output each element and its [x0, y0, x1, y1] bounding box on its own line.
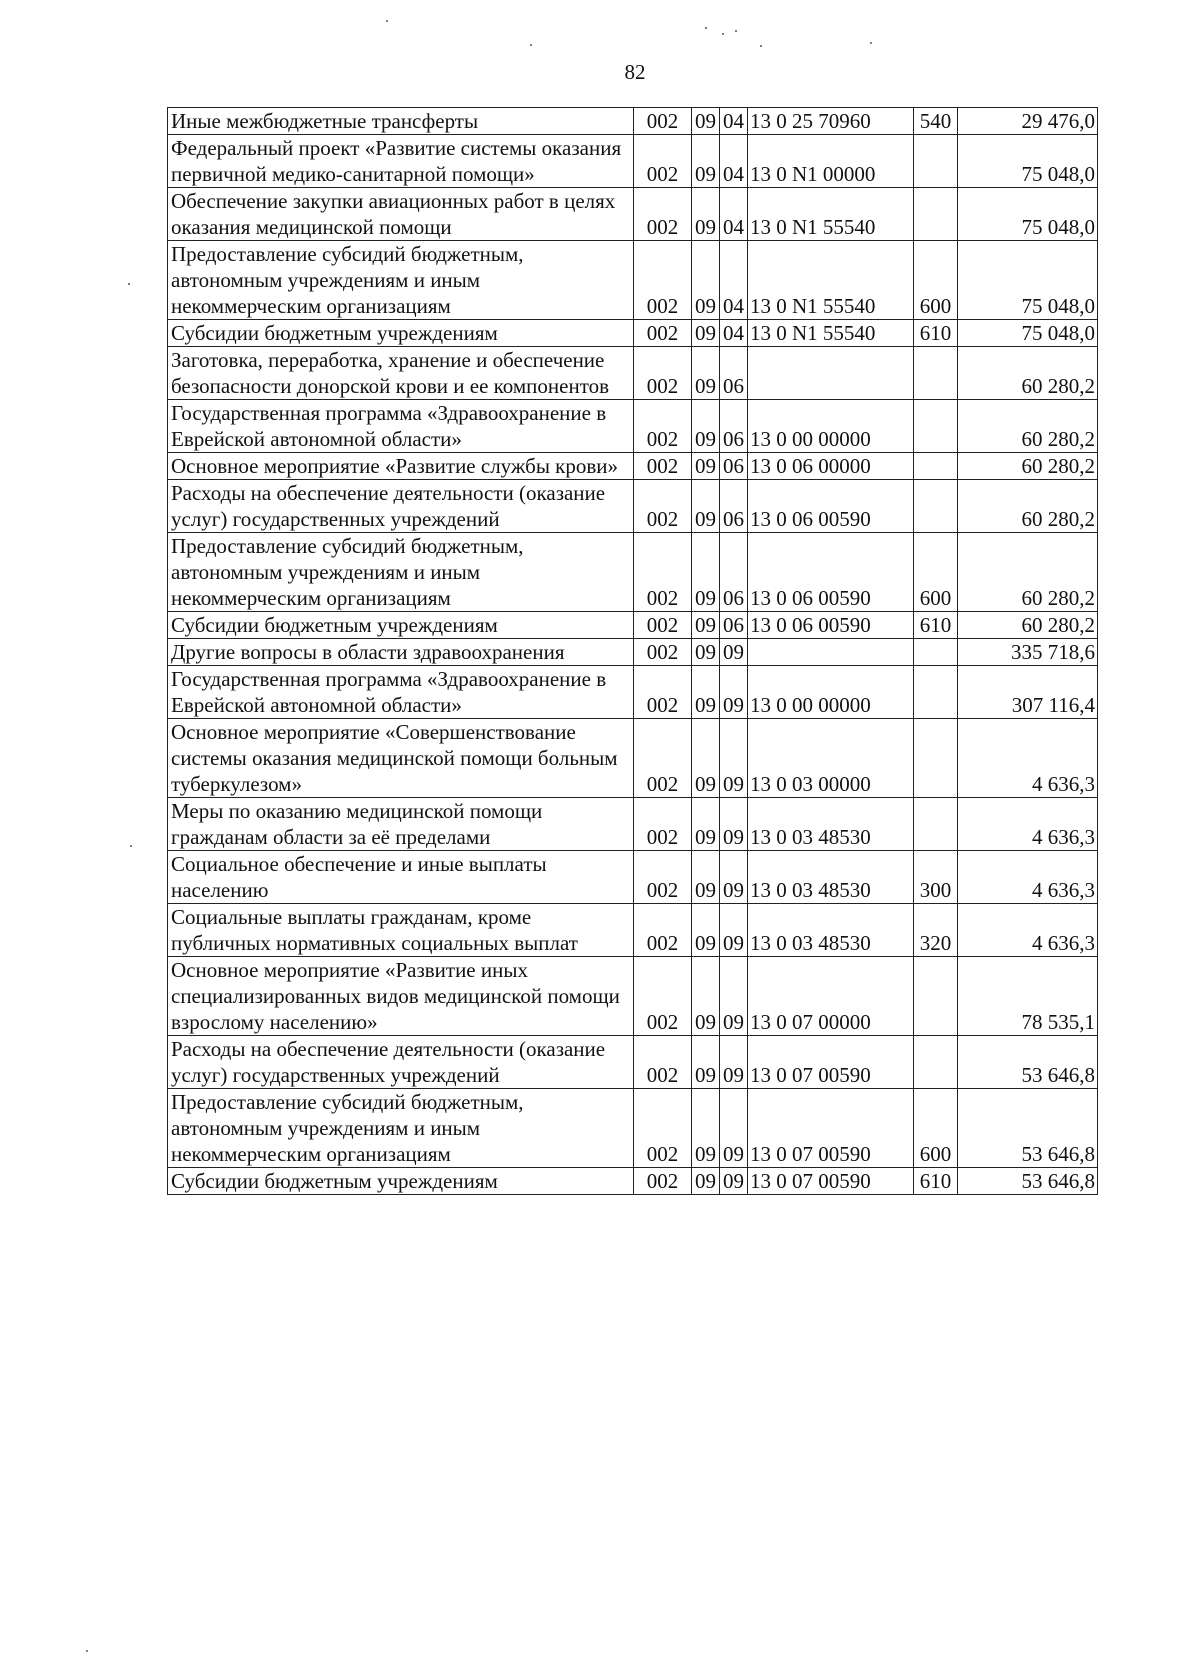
row-name: Заготовка, переработка, хранение и обеспечение безопасности донорской крови и ее компонентов: [168, 347, 634, 400]
row-name: Основное мероприятие «Развитие службы крови»: [168, 453, 634, 480]
row-vr-code: 610: [914, 1168, 958, 1195]
row-pr-code: 09: [720, 957, 748, 1036]
table-row: [168, 400, 1098, 453]
row-vr-code: [914, 480, 958, 533]
row-gr-code: 002: [634, 851, 692, 904]
row-rz-code: 09: [692, 639, 720, 666]
row-csr-code: 13 0 06 00590: [748, 480, 914, 533]
row-gr-code: 002: [634, 1089, 692, 1168]
row-name: Обеспечение закупки авиационных работ в целях оказания медицинской помощи: [168, 188, 634, 241]
row-name: Государственная программа «Здравоохранение в Еврейской автономной области»: [168, 400, 634, 453]
row-pr-code: 06: [720, 533, 748, 612]
row-vr-code: 600: [914, 1089, 958, 1168]
row-pr-code: 04: [720, 188, 748, 241]
row-rz-code: 09: [692, 798, 720, 851]
page-number: 82: [624, 60, 646, 84]
row-vr-code: 610: [914, 320, 958, 347]
row-name: Основное мероприятие «Развитие иных специализированных видов медицинской помощи взрослому населению»: [168, 957, 634, 1036]
row-gr-code: 002: [634, 666, 692, 719]
table-row: [168, 480, 1098, 533]
row-pr-code: 09: [720, 798, 748, 851]
row-name: Субсидии бюджетным учреждениям: [168, 1168, 634, 1195]
row-gr-code: 002: [634, 533, 692, 612]
row-rz-code: 09: [692, 666, 720, 719]
row-name: Социальные выплаты гражданам, кроме публичных нормативных социальных выплат: [168, 904, 634, 957]
row-csr-code: 13 0 03 48530: [748, 798, 914, 851]
row-vr-code: [914, 400, 958, 453]
row-amount: 53 646,8: [958, 1168, 1098, 1195]
row-name: Субсидии бюджетным учреждениям: [168, 612, 634, 639]
table-row: [168, 851, 1098, 904]
row-vr-code: 540: [914, 108, 958, 135]
row-gr-code: 002: [634, 347, 692, 400]
row-pr-code: 04: [720, 241, 748, 320]
row-vr-code: 320: [914, 904, 958, 957]
row-rz-code: 09: [692, 480, 720, 533]
row-amount: 60 280,2: [958, 347, 1098, 400]
row-rz-code: 09: [692, 320, 720, 347]
row-csr-code: 13 0 N1 00000: [748, 135, 914, 188]
table-row: [168, 241, 1098, 320]
scan-speck: [128, 283, 130, 285]
row-csr-code: 13 0 07 00590: [748, 1089, 914, 1168]
row-csr-code: 13 0 00 00000: [748, 400, 914, 453]
row-pr-code: 09: [720, 639, 748, 666]
row-name: Субсидии бюджетным учреждениям: [168, 320, 634, 347]
row-csr-code: 13 0 00 00000: [748, 666, 914, 719]
row-name: Федеральный проект «Развитие системы оказания первичной медико-санитарной помощи»: [168, 135, 634, 188]
row-rz-code: 09: [692, 400, 720, 453]
table-row: [168, 719, 1098, 798]
row-pr-code: 06: [720, 480, 748, 533]
row-gr-code: 002: [634, 453, 692, 480]
row-name: Социальное обеспечение и иные выплаты населению: [168, 851, 634, 904]
row-pr-code: 04: [720, 320, 748, 347]
table-row: [168, 1089, 1098, 1168]
table-row: [168, 639, 1098, 666]
row-amount: 53 646,8: [958, 1089, 1098, 1168]
row-amount: 60 280,2: [958, 480, 1098, 533]
row-pr-code: 09: [720, 1036, 748, 1089]
row-csr-code: 13 0 25 70960: [748, 108, 914, 135]
row-name: Предоставление субсидий бюджетным, автономным учреждениям и иным некоммерческим организациям: [168, 533, 634, 612]
row-amount: 78 535,1: [958, 957, 1098, 1036]
row-gr-code: 002: [634, 135, 692, 188]
row-name: Основное мероприятие «Совершенствование системы оказания медицинской помощи больным туберкулезом»: [168, 719, 634, 798]
row-gr-code: 002: [634, 719, 692, 798]
row-vr-code: 300: [914, 851, 958, 904]
row-amount: 60 280,2: [958, 612, 1098, 639]
row-gr-code: 002: [634, 957, 692, 1036]
row-amount: 4 636,3: [958, 798, 1098, 851]
row-rz-code: 09: [692, 612, 720, 639]
row-amount: 60 280,2: [958, 400, 1098, 453]
row-amount: 4 636,3: [958, 904, 1098, 957]
table-row: [168, 798, 1098, 851]
row-csr-code: [748, 347, 914, 400]
row-csr-code: 13 0 07 00590: [748, 1168, 914, 1195]
row-csr-code: [748, 639, 914, 666]
row-name: Предоставление субсидий бюджетным, автономным учреждениям и иным некоммерческим организациям: [168, 1089, 634, 1168]
row-rz-code: 09: [692, 851, 720, 904]
table-row: [168, 320, 1098, 347]
row-rz-code: 09: [692, 904, 720, 957]
budget-table: [167, 107, 1098, 1195]
row-amount: 29 476,0: [958, 108, 1098, 135]
row-pr-code: 09: [720, 1168, 748, 1195]
row-gr-code: 002: [634, 904, 692, 957]
row-csr-code: 13 0 03 48530: [748, 904, 914, 957]
row-gr-code: 002: [634, 108, 692, 135]
row-amount: 60 280,2: [958, 453, 1098, 480]
row-amount: 307 116,4: [958, 666, 1098, 719]
row-amount: 75 048,0: [958, 320, 1098, 347]
row-vr-code: [914, 453, 958, 480]
row-vr-code: [914, 798, 958, 851]
row-gr-code: 002: [634, 480, 692, 533]
row-name: Иные межбюджетные трансферты: [168, 108, 634, 135]
budget-table-body: [168, 108, 1098, 1195]
row-pr-code: 06: [720, 400, 748, 453]
row-name: Государственная программа «Здравоохранение в Еврейской автономной области»: [168, 666, 634, 719]
row-csr-code: 13 0 N1 55540: [748, 241, 914, 320]
row-vr-code: 600: [914, 533, 958, 612]
row-pr-code: 09: [720, 1089, 748, 1168]
row-amount: 53 646,8: [958, 1036, 1098, 1089]
scan-speck: [705, 27, 707, 29]
row-gr-code: 002: [634, 241, 692, 320]
row-vr-code: 610: [914, 612, 958, 639]
row-rz-code: 09: [692, 241, 720, 320]
row-name: Расходы на обеспечение деятельности (оказание услуг) государственных учреждений: [168, 480, 634, 533]
row-pr-code: 09: [720, 904, 748, 957]
row-csr-code: 13 0 07 00000: [748, 957, 914, 1036]
table-row: [168, 904, 1098, 957]
row-rz-code: 09: [692, 957, 720, 1036]
row-pr-code: 04: [720, 108, 748, 135]
row-csr-code: 13 0 N1 55540: [748, 320, 914, 347]
table-row: [168, 612, 1098, 639]
row-name: Меры по оказанию медицинской помощи гражданам области за её пределами: [168, 798, 634, 851]
row-gr-code: 002: [634, 188, 692, 241]
row-amount: 4 636,3: [958, 719, 1098, 798]
scan-speck: [870, 42, 872, 44]
row-pr-code: 09: [720, 666, 748, 719]
row-gr-code: 002: [634, 320, 692, 347]
row-csr-code: 13 0 03 48530: [748, 851, 914, 904]
row-amount: 75 048,0: [958, 241, 1098, 320]
row-csr-code: 13 0 06 00590: [748, 533, 914, 612]
scan-speck: [130, 845, 132, 847]
row-gr-code: 002: [634, 1036, 692, 1089]
row-pr-code: 09: [720, 719, 748, 798]
row-amount: 75 048,0: [958, 135, 1098, 188]
row-gr-code: 002: [634, 798, 692, 851]
row-pr-code: 06: [720, 347, 748, 400]
row-pr-code: 04: [720, 135, 748, 188]
row-vr-code: [914, 347, 958, 400]
row-gr-code: 002: [634, 612, 692, 639]
row-rz-code: 09: [692, 1089, 720, 1168]
row-rz-code: 09: [692, 453, 720, 480]
row-vr-code: 600: [914, 241, 958, 320]
scan-speck: [386, 20, 388, 22]
row-pr-code: 06: [720, 612, 748, 639]
row-rz-code: 09: [692, 135, 720, 188]
row-amount: 4 636,3: [958, 851, 1098, 904]
table-row: [168, 135, 1098, 188]
row-amount: 335 718,6: [958, 639, 1098, 666]
row-rz-code: 09: [692, 533, 720, 612]
table-row: [168, 666, 1098, 719]
row-rz-code: 09: [692, 1168, 720, 1195]
row-vr-code: [914, 135, 958, 188]
table-row: [168, 1168, 1098, 1195]
row-vr-code: [914, 188, 958, 241]
row-name: Предоставление субсидий бюджетным, автономным учреждениям и иным некоммерческим организациям: [168, 241, 634, 320]
row-name: Другие вопросы в области здравоохранения: [168, 639, 634, 666]
row-gr-code: 002: [634, 1168, 692, 1195]
row-rz-code: 09: [692, 347, 720, 400]
row-amount: 75 048,0: [958, 188, 1098, 241]
scan-speck: [530, 44, 532, 46]
row-pr-code: 09: [720, 851, 748, 904]
row-rz-code: 09: [692, 1036, 720, 1089]
scan-speck: [722, 33, 724, 35]
row-rz-code: 09: [692, 719, 720, 798]
row-vr-code: [914, 1036, 958, 1089]
row-vr-code: [914, 666, 958, 719]
row-vr-code: [914, 639, 958, 666]
row-gr-code: 002: [634, 400, 692, 453]
table-row: [168, 108, 1098, 135]
table-row: [168, 533, 1098, 612]
row-csr-code: 13 0 07 00590: [748, 1036, 914, 1089]
table-row: [168, 347, 1098, 400]
row-csr-code: 13 0 06 00590: [748, 612, 914, 639]
row-rz-code: 09: [692, 108, 720, 135]
row-rz-code: 09: [692, 188, 720, 241]
row-name: Расходы на обеспечение деятельности (оказание услуг) государственных учреждений: [168, 1036, 634, 1089]
table-row: [168, 188, 1098, 241]
row-csr-code: 13 0 03 00000: [748, 719, 914, 798]
scan-speck: [760, 45, 762, 47]
row-vr-code: [914, 957, 958, 1036]
row-csr-code: 13 0 N1 55540: [748, 188, 914, 241]
row-gr-code: 002: [634, 639, 692, 666]
table-row: [168, 453, 1098, 480]
row-pr-code: 06: [720, 453, 748, 480]
scan-speck: [735, 30, 737, 32]
table-row: [168, 1036, 1098, 1089]
row-vr-code: [914, 719, 958, 798]
row-amount: 60 280,2: [958, 533, 1098, 612]
table-row: [168, 957, 1098, 1036]
row-csr-code: 13 0 06 00000: [748, 453, 914, 480]
scan-speck: [86, 1650, 88, 1652]
